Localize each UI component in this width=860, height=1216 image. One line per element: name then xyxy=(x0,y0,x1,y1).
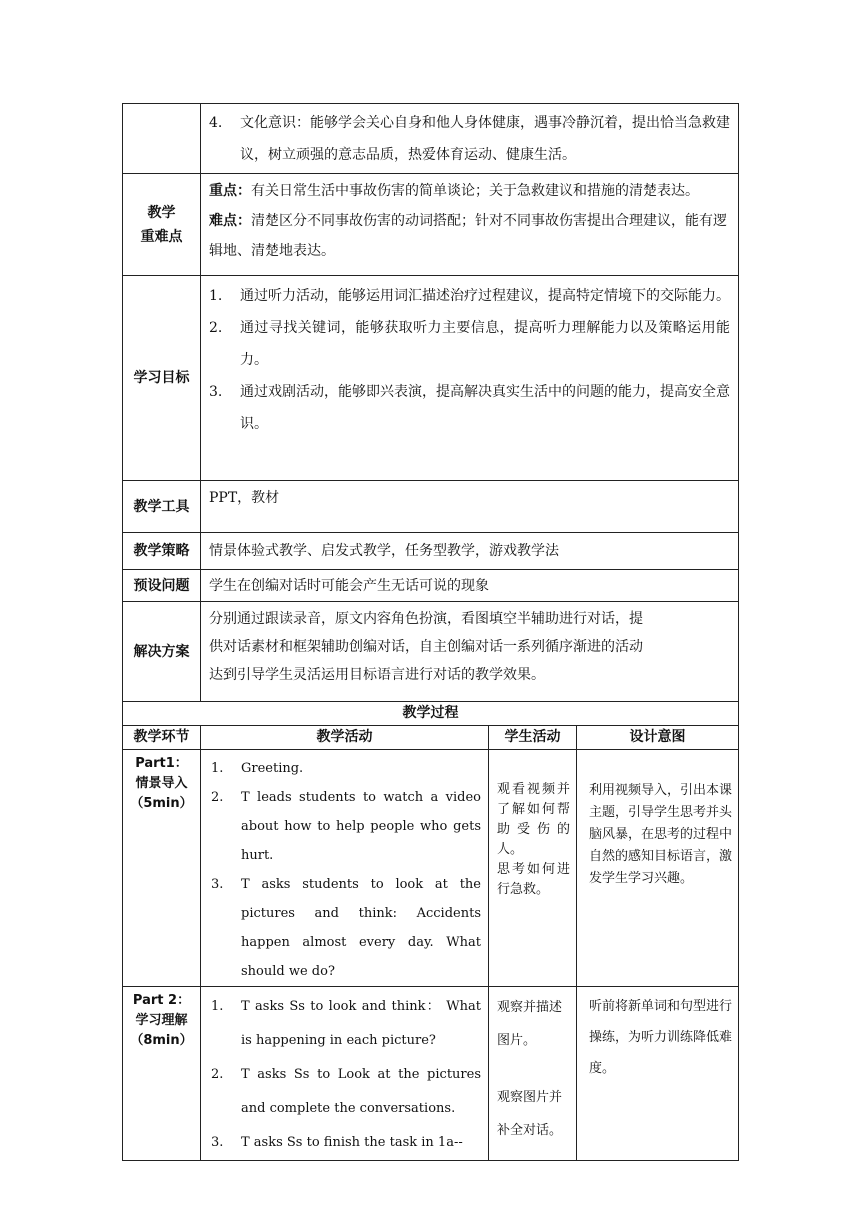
process-header-row xyxy=(123,726,739,750)
part1-design: 利用视频导入，引出本课主题，引导学生思考并头脑风暴，在思考的过程中自然的感知目标语言，激发学生学习兴趣。 xyxy=(577,750,739,987)
key-point xyxy=(209,176,730,206)
student-activity: 观察并描述图片。 xyxy=(497,1000,563,1048)
keypoints-row xyxy=(123,174,739,276)
activity-item xyxy=(211,1058,481,1126)
part1-stage xyxy=(123,750,201,987)
student-activity: 观看视频并了解如何帮助受伤的人。 xyxy=(497,782,570,857)
stage-line: 情景导入 xyxy=(135,776,188,791)
problems-label: 预设问题 xyxy=(123,570,201,602)
culture-row xyxy=(123,104,739,174)
difficult-point-label: 难点： xyxy=(209,213,251,229)
solution-line: 达到引导学生灵活运用目标语言进行对话的教学效果。 xyxy=(209,667,545,683)
item-number: 1. xyxy=(211,999,224,1014)
item-text: T leads students to watch a video about how to help people who gets hurt. xyxy=(241,790,481,863)
solution-content xyxy=(201,602,739,702)
item-number: 3. xyxy=(211,1135,224,1150)
part2-row xyxy=(123,987,739,1161)
item-number: 1. xyxy=(209,288,223,304)
item-number: 2. xyxy=(211,790,224,805)
culture-item xyxy=(209,104,730,171)
tools-content: PPT，教材 xyxy=(201,481,739,533)
key-point-text: 有关日常生活中事故伤害的简单谈论；关于急救建议和措施的清楚表达。 xyxy=(251,183,699,199)
objectives-row xyxy=(123,276,739,481)
objectives-content xyxy=(201,276,739,481)
item-text: T asks Ss to finish the task in 1a-- xyxy=(241,1135,463,1150)
problems-content: 学生在创编对话时可能会产生无话可说的现象 xyxy=(201,570,739,602)
item-number: 1. xyxy=(211,761,224,776)
solution-line: 供对话素材和框架辅助创编对话，自主创编对话一系列循序渐进的活动 xyxy=(209,639,643,655)
difficult-point xyxy=(209,206,730,266)
activity-item xyxy=(211,1126,481,1160)
header-activity: 教学活动 xyxy=(201,726,489,750)
part1-student xyxy=(489,750,577,987)
part2-design: 听前将新单词和句型进行操练，为听力训练降低难度。 xyxy=(577,987,739,1161)
keypoints-content xyxy=(201,174,739,276)
process-title-row xyxy=(123,702,739,726)
problems-row xyxy=(123,570,739,602)
activity-item xyxy=(211,754,481,783)
item-text: 通过听力活动，能够运用词汇描述治疗过程建议，提高特定情境下的交际能力。 xyxy=(240,288,730,304)
item-number: 2. xyxy=(211,1067,224,1082)
strategy-content: 情景体验式教学、启发式教学，任务型教学，游戏教学法 xyxy=(201,533,739,570)
objectives-label: 学习目标 xyxy=(123,276,201,481)
item-number: 4. xyxy=(209,115,223,131)
header-design: 设计意图 xyxy=(577,726,739,750)
solution-line: 分别通过跟读录音，原文内容角色扮演，看图填空半辅助进行对话，提 xyxy=(209,611,643,627)
item-text: 通过寻找关键词，能够获取听力主要信息，提高听力理解能力以及策略运用能力。 xyxy=(240,320,731,368)
objective-item xyxy=(209,312,730,376)
solution-label: 解决方案 xyxy=(123,602,201,702)
culture-label-cell xyxy=(123,104,201,174)
item-number: 2. xyxy=(209,320,223,336)
stage-line: Part 2： xyxy=(132,993,191,1008)
key-point-label: 重点： xyxy=(209,183,251,199)
part2-student xyxy=(489,987,577,1161)
keypoints-label xyxy=(123,174,201,276)
stage-line: 学习理解 xyxy=(135,1013,188,1028)
item-text: 文化意识：能够学会关心自身和他人身体健康，遇事冷静沉着，提出恰当急救建议，树立顽强的意志品质，热爱体育运动、健康生活。 xyxy=(240,115,731,163)
item-number: 3. xyxy=(211,877,224,892)
strategy-row xyxy=(123,533,739,570)
solution-row xyxy=(123,602,739,702)
item-text: 通过戏剧活动，能够即兴表演，提高解决真实生活中的问题的能力，提高安全意识。 xyxy=(240,384,731,432)
student-activity: 观察图片并补全对话。 xyxy=(497,1090,563,1138)
culture-content xyxy=(201,104,739,174)
stage-line: Part1： xyxy=(135,756,188,771)
item-text: Greeting. xyxy=(241,761,304,776)
item-text: T asks students to look at the pictures and think: Accidents happen almost every day. What should we do? xyxy=(241,877,481,979)
lesson-plan-page xyxy=(122,103,738,1161)
part1-row xyxy=(123,750,739,987)
activity-item xyxy=(211,783,481,870)
part2-activities xyxy=(201,987,489,1161)
activity-item xyxy=(211,870,481,986)
part2-stage xyxy=(123,987,201,1161)
stage-line: （5min） xyxy=(130,796,193,811)
activity-item xyxy=(211,990,481,1058)
header-student: 学生活动 xyxy=(489,726,577,750)
tools-row xyxy=(123,481,739,533)
item-number: 3. xyxy=(209,384,223,400)
student-activity: 思考如何进行急救。 xyxy=(497,862,570,897)
item-text: T asks Ss to look and think： What is happening in each picture? xyxy=(241,999,481,1048)
part1-activities xyxy=(201,750,489,987)
strategy-label: 教学策略 xyxy=(123,533,201,570)
tools-label: 教学工具 xyxy=(123,481,201,533)
process-title: 教学过程 xyxy=(123,702,739,726)
stage-line: （8min） xyxy=(130,1033,193,1048)
difficult-point-text: 清楚区分不同事故伤害的动词搭配；针对不同事故伤害提出合理建议，能有逻辑地、清楚地表达。 xyxy=(209,213,727,259)
header-stage: 教学环节 xyxy=(123,726,201,750)
item-text: T asks Ss to Look at the pictures and complete the conversations. xyxy=(241,1067,481,1116)
keypoints-label-line1: 教学 xyxy=(147,204,176,221)
lesson-plan-table xyxy=(122,103,739,1161)
keypoints-label-line2: 重难点 xyxy=(140,228,183,245)
objective-item xyxy=(209,280,730,312)
objective-item xyxy=(209,376,730,440)
